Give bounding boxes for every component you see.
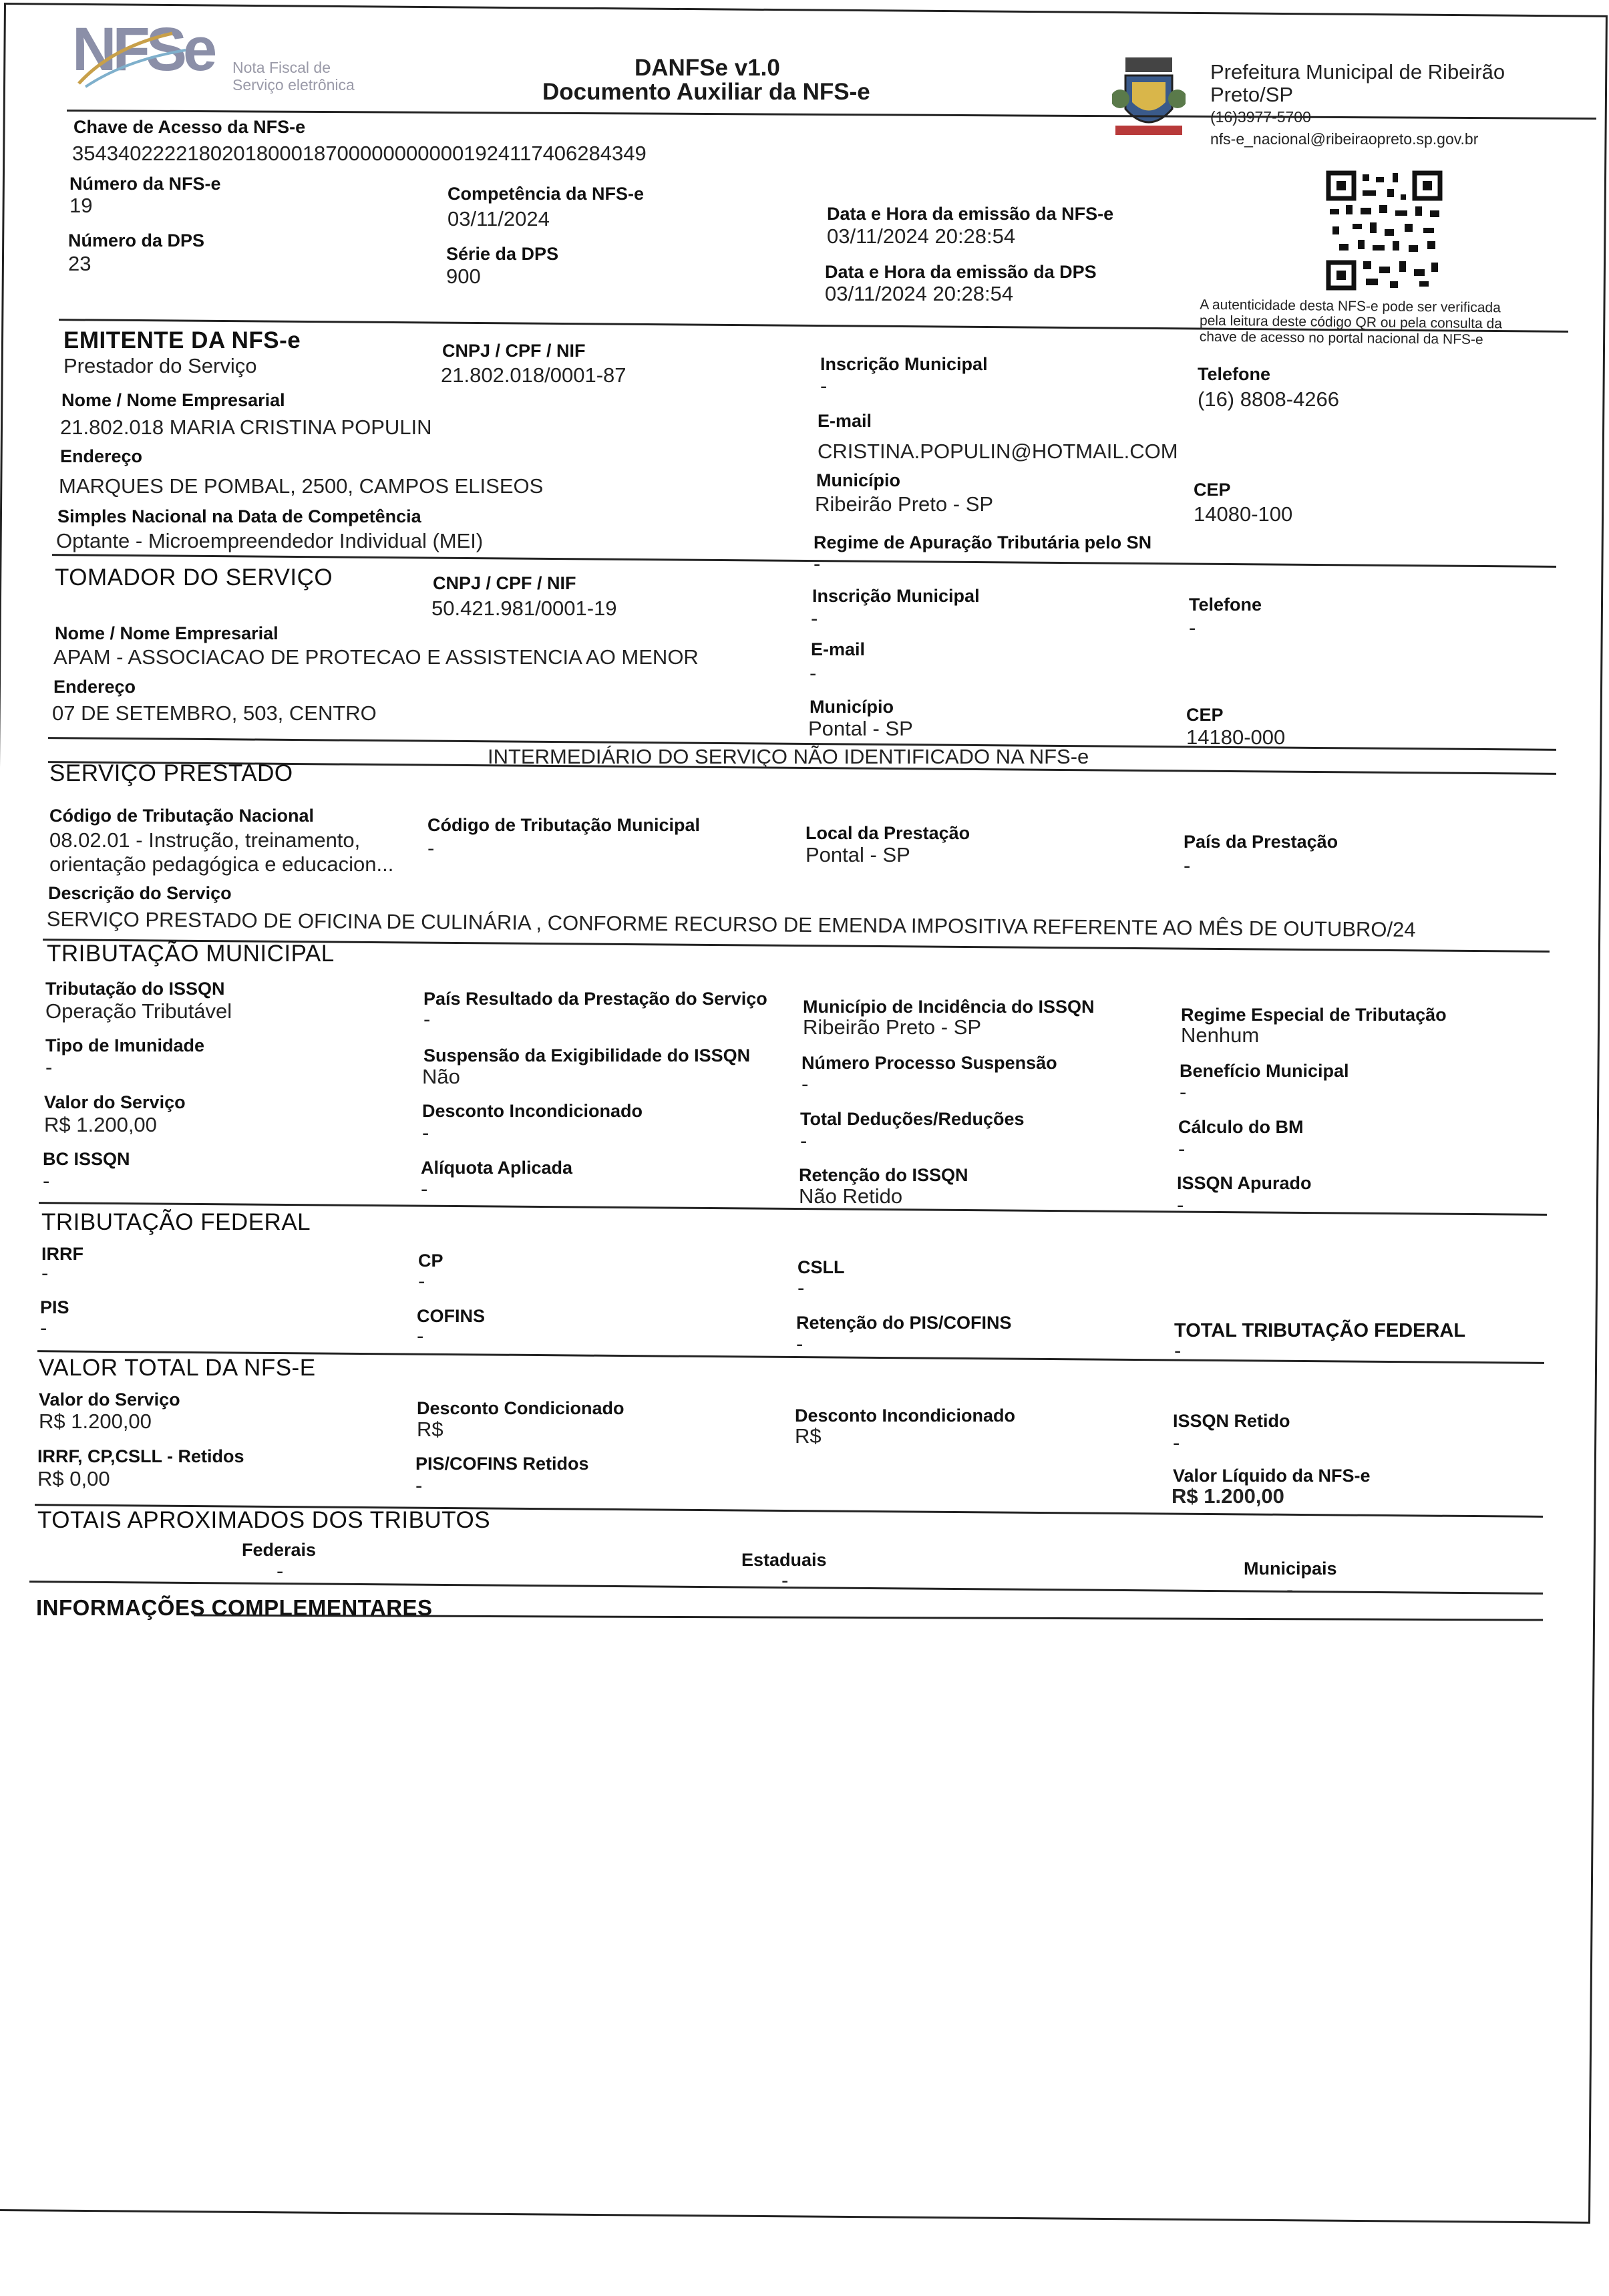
competencia-label: Competência da NFS-e xyxy=(448,184,645,204)
total-trib-federal-label: TOTAL TRIBUTAÇÃO FEDERAL xyxy=(1174,1320,1466,1341)
tomador-cnpj-value: 50.421.981/0001-19 xyxy=(431,597,617,620)
municipal-coat-of-arms-icon xyxy=(1112,52,1186,142)
emitente-email-label: E-mail xyxy=(818,411,872,431)
irrf-value: - xyxy=(41,1261,49,1285)
totais-municipais-label: Municipais xyxy=(1244,1559,1337,1579)
local-prestacao-value: Pontal - SP xyxy=(806,843,910,866)
cp-label: CP xyxy=(418,1251,443,1271)
emitente-simples-value: Optante - Microempreendedor Individual (MEI) xyxy=(56,529,484,552)
tipo-imunidade-label: Tipo de Imunidade xyxy=(45,1035,205,1055)
total-deducoes-label: Total Deduções/Reduções xyxy=(800,1109,1025,1129)
totais-estaduais-value: - xyxy=(781,1569,789,1592)
chave-label: Chave de Acesso da NFS-e xyxy=(73,117,306,137)
tomador-cep-value: 14180-000 xyxy=(1186,725,1286,749)
emitente-nome-label: Nome / Nome Empresarial xyxy=(61,390,285,410)
pis-value: - xyxy=(40,1316,47,1339)
logo-swoosh-icon xyxy=(72,20,246,94)
retencao-pis-label: Retenção do PIS/COFINS xyxy=(796,1313,1012,1333)
emitente-cnpj-label: CNPJ / CPF / NIF xyxy=(442,341,586,361)
totais-federais-value: - xyxy=(277,1559,284,1583)
retencao-pis-value: - xyxy=(796,1332,803,1355)
vt-desconto-incondicionado-value: R$ xyxy=(795,1424,822,1448)
emitente-im-value: - xyxy=(820,374,828,397)
tomador-telefone-value: - xyxy=(1189,616,1196,639)
csll-label: CSLL xyxy=(797,1257,845,1277)
emitente-cep-value: 14080-100 xyxy=(1194,502,1293,526)
vt-valor-servico-label: Valor do Serviço xyxy=(39,1389,180,1410)
vt-pis-retidos-value: - xyxy=(415,1474,423,1497)
tomador-email-value: - xyxy=(810,661,817,685)
emitente-email-value: CRISTINA.POPULIN@HOTMAIL.COM xyxy=(818,440,1178,463)
issqn-apurado-label: ISSQN Apurado xyxy=(1177,1173,1312,1193)
emitente-telefone-label: Telefone xyxy=(1198,364,1271,384)
valor-servico-value: R$ 1.200,00 xyxy=(44,1113,157,1136)
tomador-im-label: Inscrição Municipal xyxy=(812,586,980,606)
vt-desconto-incondicionado-label: Desconto Incondicionado xyxy=(795,1406,1016,1426)
valor-total-section-title: VALOR TOTAL DA NFS-E xyxy=(39,1355,316,1381)
municipio-incidencia-value: Ribeirão Preto - SP xyxy=(803,1015,982,1039)
emitente-im-label: Inscrição Municipal xyxy=(820,354,988,374)
retencao-issqn-label: Retenção do ISSQN xyxy=(799,1165,968,1185)
pais-resultado-label: País Resultado da Prestação do Serviço xyxy=(423,989,767,1009)
tomador-nome-label: Nome / Nome Empresarial xyxy=(55,623,279,643)
emitente-cep-label: CEP xyxy=(1194,480,1231,500)
tomador-nome-value: APAM - ASSOCIACAO DE PROTECAO E ASSISTENCIA AO MENOR xyxy=(53,645,699,669)
cod-nac-value-line1: 08.02.01 - Instrução, treinamento, xyxy=(49,828,361,852)
qr-note-line3: chave de acesso no portal nacional da NFS-e xyxy=(1199,329,1483,348)
emitente-municipio-label: Município xyxy=(816,470,900,490)
cofins-value: - xyxy=(417,1324,424,1347)
bc-issqn-value: - xyxy=(43,1169,50,1192)
competencia-value: 03/11/2024 xyxy=(448,207,550,230)
pais-prestacao-label: País da Prestação xyxy=(1184,832,1338,852)
tomador-endereco-label: Endereço xyxy=(53,677,136,697)
regime-especial-value: Nenhum xyxy=(1181,1023,1260,1047)
aliquota-value: - xyxy=(421,1177,428,1200)
prefeitura-phone: (16)3977-5700 xyxy=(1210,108,1311,126)
regime-especial-label: Regime Especial de Tributação xyxy=(1181,1005,1447,1025)
cod-nac-label: Código de Tributação Nacional xyxy=(49,806,315,826)
calculo-bm-label: Cálculo do BM xyxy=(1178,1117,1304,1137)
vt-valor-servico-value: R$ 1.200,00 xyxy=(39,1410,152,1433)
emitente-nome-value: 21.802.018 MARIA CRISTINA POPULIN xyxy=(60,416,432,439)
doc-title: DANFSe v1.0 xyxy=(635,55,780,81)
prefeitura-name-line1: Prefeitura Municipal de Ribeirão xyxy=(1210,60,1505,84)
emitente-simples-label: Simples Nacional na Data de Competência xyxy=(57,506,421,526)
vt-irrf-retidos-value: R$ 0,00 xyxy=(37,1467,110,1490)
tomador-im-value: - xyxy=(811,607,818,630)
vt-valor-liquido-label: Valor Líquido da NFS-e xyxy=(1173,1466,1371,1486)
numero-processo-value: - xyxy=(801,1072,809,1096)
emitente-section-title: EMITENTE DA NFS-e xyxy=(63,327,301,353)
emissao-dps-label: Data e Hora da emissão da DPS xyxy=(825,262,1097,282)
prefeitura-name-line2: Preto/SP xyxy=(1210,83,1294,106)
trib-federal-section-title: TRIBUTAÇÃO FEDERAL xyxy=(41,1209,311,1235)
numero-processo-label: Número Processo Suspensão xyxy=(801,1053,1057,1073)
municipio-incidencia-label: Município de Incidência do ISSQN xyxy=(803,997,1095,1017)
bc-issqn-label: BC ISSQN xyxy=(43,1149,130,1169)
pis-label: PIS xyxy=(40,1297,69,1317)
logo-subtitle-line1: Nota Fiscal de xyxy=(232,59,331,76)
cod-mun-label: Código de Tributação Municipal xyxy=(427,815,701,835)
emitente-endereco-label: Endereço xyxy=(60,446,143,466)
emitente-telefone-value: (16) 8808-4266 xyxy=(1198,387,1339,411)
qr-note xyxy=(1200,297,1503,349)
cod-mun-value: - xyxy=(427,836,435,860)
tomador-cnpj-label: CNPJ / CPF / NIF xyxy=(433,573,576,593)
retencao-issqn-value: Não Retido xyxy=(799,1184,903,1208)
vt-valor-liquido-value: R$ 1.200,00 xyxy=(1172,1484,1284,1508)
numero-nfse-label: Número da NFS-e xyxy=(69,174,221,194)
issqn-apurado-value: - xyxy=(1177,1193,1184,1216)
pais-resultado-value: - xyxy=(423,1007,431,1031)
servico-section-title: SERVIÇO PRESTADO xyxy=(49,760,293,786)
tomador-telefone-label: Telefone xyxy=(1189,595,1262,615)
tomador-endereco-value: 07 DE SETEMBRO, 503, CENTRO xyxy=(52,701,377,725)
beneficio-municipal-value: - xyxy=(1180,1080,1187,1104)
numero-dps-label: Número da DPS xyxy=(68,230,205,251)
totais-municipais-value: - xyxy=(1286,1578,1294,1601)
vt-desconto-condicionado-value: R$ xyxy=(417,1418,443,1441)
emissao-nfse-value: 03/11/2024 20:28:54 xyxy=(827,224,1016,248)
cofins-label: COFINS xyxy=(417,1306,486,1326)
nfse-logo-text: NFSe xyxy=(72,15,214,84)
beneficio-municipal-label: Benefício Municipal xyxy=(1180,1061,1349,1081)
irrf-label: IRRF xyxy=(41,1244,83,1264)
logo-subtitle xyxy=(232,59,355,94)
serie-dps-label: Série da DPS xyxy=(446,244,559,264)
total-trib-federal-value: - xyxy=(1174,1339,1182,1362)
desconto-incondicionado-value: - xyxy=(422,1121,429,1144)
prefeitura-email: nfs-e_nacional@ribeiraopreto.sp.gov.br xyxy=(1210,130,1479,148)
emissao-dps-value: 03/11/2024 20:28:54 xyxy=(825,282,1014,305)
vt-desconto-condicionado-label: Desconto Condicionado xyxy=(417,1398,624,1418)
descricao-value: SERVIÇO PRESTADO DE OFICINA DE CULINÁRIA , CONFORME RECURSO DE EMENDA IMPOSITIVA REFERENTE AO MÊS DE OUTUBRO/24 xyxy=(46,907,1416,942)
desconto-incondicionado-label: Desconto Incondicionado xyxy=(422,1101,643,1121)
totais-estaduais-label: Estaduais xyxy=(741,1550,827,1570)
nfse-logo xyxy=(72,15,246,94)
tomador-cep-label: CEP xyxy=(1186,705,1224,725)
emitente-sub: Prestador do Serviço xyxy=(63,354,257,377)
tomador-section-title: TOMADOR DO SERVIÇO xyxy=(55,564,333,591)
vt-issqn-retido-label: ISSQN Retido xyxy=(1173,1411,1290,1431)
vt-pis-retidos-label: PIS/COFINS Retidos xyxy=(415,1454,589,1474)
info-section-title: INFORMAÇÕES COMPLEMENTARES xyxy=(36,1595,433,1620)
totais-federais-label: Federais xyxy=(242,1540,317,1560)
qr-note-line2: pela leitura deste código QR ou pela consulta da xyxy=(1199,313,1503,332)
suspensao-label: Suspensão da Exigibilidade do ISSQN xyxy=(423,1045,751,1065)
doc-subtitle: Documento Auxiliar da NFS-e xyxy=(542,79,870,105)
tributacao-issqn-label: Tributação do ISSQN xyxy=(45,979,225,999)
tributacao-issqn-value: Operação Tributável xyxy=(45,999,232,1023)
emitente-cnpj-value: 21.802.018/0001-87 xyxy=(441,363,627,387)
calculo-bm-value: - xyxy=(1178,1137,1186,1160)
emitente-regime-value: - xyxy=(814,552,821,575)
intermediario-note: INTERMEDIÁRIO DO SERVIÇO NÃO IDENTIFICADO NA NFS-e xyxy=(488,745,1089,768)
chave-value: 35434022221802018000187000000000001924117406284349 xyxy=(72,142,647,165)
logo-subtitle-line2: Serviço eletrônica xyxy=(232,76,355,94)
qr-note-line1: A autenticidade desta NFS-e pode ser verificada xyxy=(1200,297,1501,316)
emitente-regime-label: Regime de Apuração Tributária pelo SN xyxy=(814,532,1152,552)
numero-nfse-value: 19 xyxy=(69,194,93,217)
tomador-email-label: E-mail xyxy=(811,639,866,659)
totais-section-title: TOTAIS APROXIMADOS DOS TRIBUTOS xyxy=(37,1507,491,1533)
qr-code-icon xyxy=(1326,170,1443,291)
pais-prestacao-value: - xyxy=(1184,854,1191,877)
vt-irrf-retidos-label: IRRF, CP,CSLL - Retidos xyxy=(37,1446,244,1466)
cod-nac-value-line2: orientação pedagógica e educacion... xyxy=(49,852,394,876)
emitente-endereco-value: MARQUES DE POMBAL, 2500, CAMPOS ELISEOS xyxy=(59,474,544,498)
serie-dps-value: 900 xyxy=(446,265,481,288)
suspensao-value: Não xyxy=(422,1065,460,1088)
descricao-label: Descrição do Serviço xyxy=(48,883,232,903)
aliquota-label: Alíquota Aplicada xyxy=(421,1158,573,1178)
tomador-municipio-value: Pontal - SP xyxy=(808,717,913,740)
valor-servico-label: Valor do Serviço xyxy=(44,1092,186,1112)
trib-municipal-section-title: TRIBUTAÇÃO MUNICIPAL xyxy=(47,941,335,967)
csll-value: - xyxy=(797,1276,805,1299)
tomador-municipio-label: Município xyxy=(810,697,894,717)
total-deducoes-value: - xyxy=(800,1129,808,1152)
numero-dps-value: 23 xyxy=(68,252,92,275)
emissao-nfse-label: Data e Hora da emissão da NFS-e xyxy=(827,204,1114,224)
vt-issqn-retido-value: - xyxy=(1173,1431,1180,1454)
local-prestacao-label: Local da Prestação xyxy=(806,823,970,843)
cp-value: - xyxy=(418,1269,425,1293)
tipo-imunidade-value: - xyxy=(45,1055,53,1079)
emitente-municipio-value: Ribeirão Preto - SP xyxy=(815,492,994,516)
